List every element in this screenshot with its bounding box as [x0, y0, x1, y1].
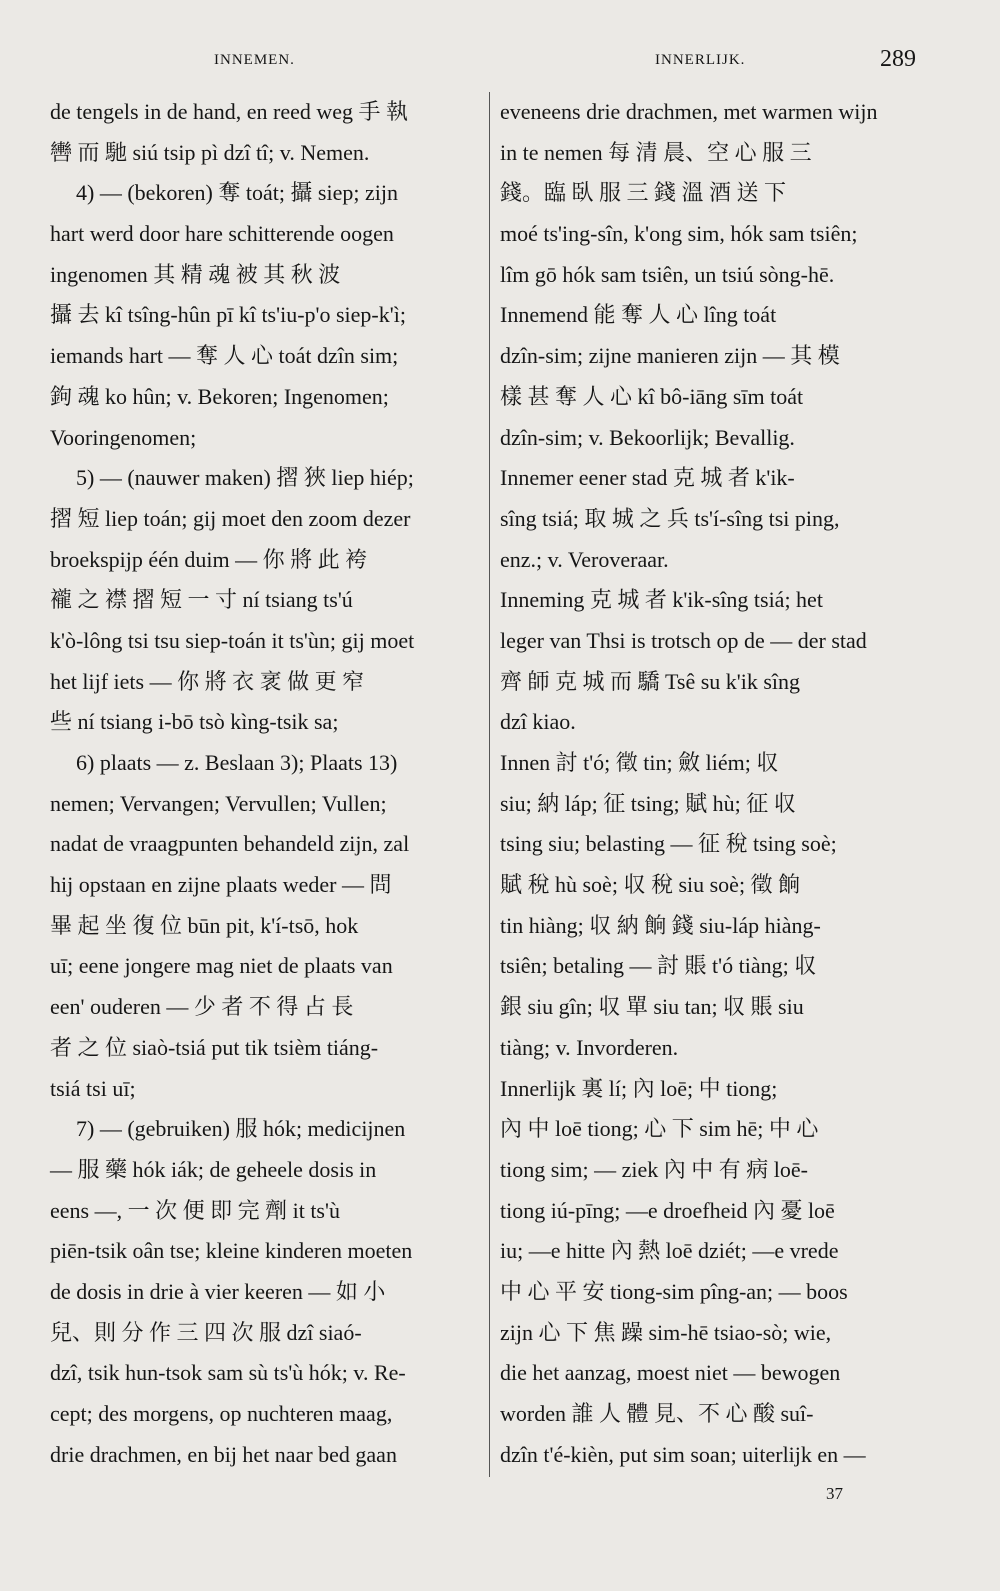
text-line: eveneens drie drachmen, met warmen wijn	[500, 99, 878, 124]
text-line: 4) — (bekoren) 奪 toát; 攝 siep; zijn	[76, 180, 398, 206]
text-line: Vooringenomen;	[50, 424, 197, 450]
text-line: dzî, tsik hun-tsok sam sù ts'ù hók; v. Re-	[50, 1360, 406, 1386]
text-line: 樣 甚 奪 人 心 kî bô-iāng sīm toát	[500, 383, 804, 409]
text-line: Innerlijk 裏 lí; 內 loē; 中 tiong;	[500, 1075, 778, 1101]
text-line: 鉤 魂 ko hûn; v. Bekoren; Ingenomen;	[50, 383, 389, 409]
text-line: tiong iú-pīng; —e droefheid 內 憂 loē	[500, 1197, 835, 1223]
text-line: 攝 去 kî tsîng-hûn pī kî ts'iu-p'o siep-k'ì;	[50, 302, 406, 328]
text-line: hij opstaan en zijne plaats weder — 問	[50, 872, 392, 898]
text-line: het lijf iets — 你 將 衣 衺 做 更 窄	[50, 668, 365, 694]
text-line: k'ò-lông tsi tsu siep-toán it ts'ùn; gij moet	[50, 627, 415, 653]
text-line: broekspijp één duim — 你 將 此 袴	[50, 546, 368, 572]
signature-mark: 37	[826, 1484, 843, 1503]
text-line: moé ts'ing-sîn, k'ong sim, hók sam tsiên;	[500, 221, 858, 247]
text-line: 摺 短 liep toán; gij moet den zoom dezer	[50, 505, 411, 531]
text-line: 5) — (nauwer maken) 摺 狹 liep hiép;	[76, 465, 414, 491]
text-line: 賦 稅 hù soè; 収 稅 siu soè; 徵 餉	[500, 872, 801, 898]
text-line: 銀 siu gîn; 収 單 siu tan; 収 賬 siu	[500, 994, 804, 1020]
text-line: 者 之 位 siaò-tsiá put tik tsièm tiáng-	[50, 1034, 379, 1060]
page-number: 289	[880, 46, 916, 72]
text-line: drie drachmen, en bij het naar bed gaan	[50, 1441, 397, 1467]
text-line: in te nemen 每 清 晨、空 心 服 三	[500, 139, 812, 165]
text-line: iu; —e hitte 內 熱 loē dziét; —e vrede	[500, 1238, 839, 1264]
text-line: cept; des morgens, op nuchteren maag,	[50, 1401, 393, 1426]
text-line: 畢 起 坐 復 位 būn pit, k'í-tsō, hok	[50, 912, 359, 938]
text-line: tiong sim; — ziek 內 中 有 病 loē-	[500, 1156, 808, 1182]
text-line: sîng tsiá; 取 城 之 兵 ts'í-sîng tsi ping,	[500, 505, 840, 531]
text-line: worden 誰 人 體 見、不 心 酸 suî-	[500, 1401, 814, 1426]
text-line: tiàng; v. Invorderen.	[500, 1034, 679, 1060]
text-line: tsiá tsi uī;	[50, 1075, 136, 1101]
text-line: de dosis in drie à vier keeren — 如 小	[50, 1278, 386, 1304]
column-divider	[489, 92, 490, 1477]
running-head	[0, 48, 1000, 72]
running-head-left: INNEMEN.	[214, 52, 295, 68]
text-line: tsing siu; belasting — 征 稅 tsing soè;	[500, 831, 837, 857]
text-line: 轡 而 馳 siú tsip pì dzî tî; v. Nemen.	[50, 139, 370, 165]
text-line: die het aanzag, moest niet — bewogen	[500, 1360, 841, 1386]
text-line: 7) — (gebruiken) 服 hók; medicijnen	[76, 1116, 406, 1142]
text-line: siu; 納 láp; 征 tsing; 賦 hù; 征 収	[500, 790, 796, 816]
text-line: eens —, 一 次 便 即 完 劑 it ts'ù	[50, 1197, 340, 1223]
text-line: tsiên; betaling — 討 賬 t'ó tiàng; 収	[500, 953, 817, 979]
text-line: 中 心 平 安 tiong-sim pîng-an; — boos	[500, 1278, 848, 1304]
text-line: iemands hart — 奪 人 心 toát dzîn sim;	[50, 343, 399, 369]
text-line: 兒、則 分 作 三 四 次 服 dzî siaó-	[50, 1319, 362, 1345]
left-column	[50, 92, 478, 1475]
text-line: leger van Thsi is trotsch op de — der stad	[500, 627, 867, 653]
text-line: dzî kiao.	[500, 709, 576, 735]
text-line: 齊 師 克 城 而 驕 Tsê su k'ik sîng	[500, 668, 801, 694]
text-line: zijn 心 下 焦 躁 sim-hē tsiao-sò; wie,	[500, 1319, 832, 1345]
text-line: nadat de vraagpunten behandeld zijn, zal	[50, 831, 410, 857]
text-line: Inneming 克 城 者 k'ik-sîng tsiá; het	[500, 587, 823, 613]
text-line: ingenomen 其 精 魂 被 其 秋 波	[50, 261, 341, 287]
text-line: enz.; v. Veroveraar.	[500, 546, 669, 572]
text-line: Innemend 能 奪 人 心 lîng toát	[500, 302, 777, 328]
text-line: tin hiàng; 収 納 餉 錢 siu-láp hiàng-	[500, 912, 821, 938]
text-line: 內 中 loē tiong; 心 下 sim hē; 中 心	[500, 1116, 819, 1142]
text-line: lîm gō hók sam tsiên, un tsiú sòng-hē.	[500, 261, 835, 287]
text-line: piēn-tsik oân tse; kleine kinderen moeten	[50, 1238, 413, 1264]
text-line: dzîn-sim; zijne manieren zijn — 其 模	[500, 343, 840, 369]
text-line: 6) plaats — z. Beslaan 3); Plaats 13)	[76, 750, 398, 775]
text-line: hart werd door hare schitterende oogen	[50, 221, 394, 247]
text-line: een' ouderen — 少 者 不 得 占 長	[50, 994, 354, 1020]
right-column	[500, 92, 926, 1475]
text-line: nemen; Vervangen; Vervullen; Vullen;	[50, 790, 387, 816]
text-line: 錢。臨 臥 服 三 錢 溫 酒 送 下	[500, 180, 787, 206]
text-line: Innen 討 t'ó; 徵 tin; 斂 liém; 収	[500, 750, 779, 775]
text-line: 些 ní tsiang i-bō tsò kìng-tsik sa;	[50, 709, 339, 735]
text-line: 襱 之 襟 摺 短 一 寸 ní tsiang ts'ú	[50, 587, 353, 613]
text-line: dzîn t'é-kièn, put sim soan; uiterlijk en —	[500, 1441, 866, 1467]
text-line: Innemer eener stad 克 城 者 k'ik-	[500, 465, 795, 491]
text-line: — 服 藥 hók iák; de geheele dosis in	[50, 1156, 377, 1182]
text-line: uī; eene jongere mag niet de plaats van	[50, 953, 393, 979]
text-line: de tengels in de hand, en reed weg 手 執	[50, 99, 408, 124]
running-head-right: INNERLIJK.	[655, 52, 746, 68]
text-line: dzîn-sim; v. Bekoorlijk; Bevallig.	[500, 424, 795, 450]
